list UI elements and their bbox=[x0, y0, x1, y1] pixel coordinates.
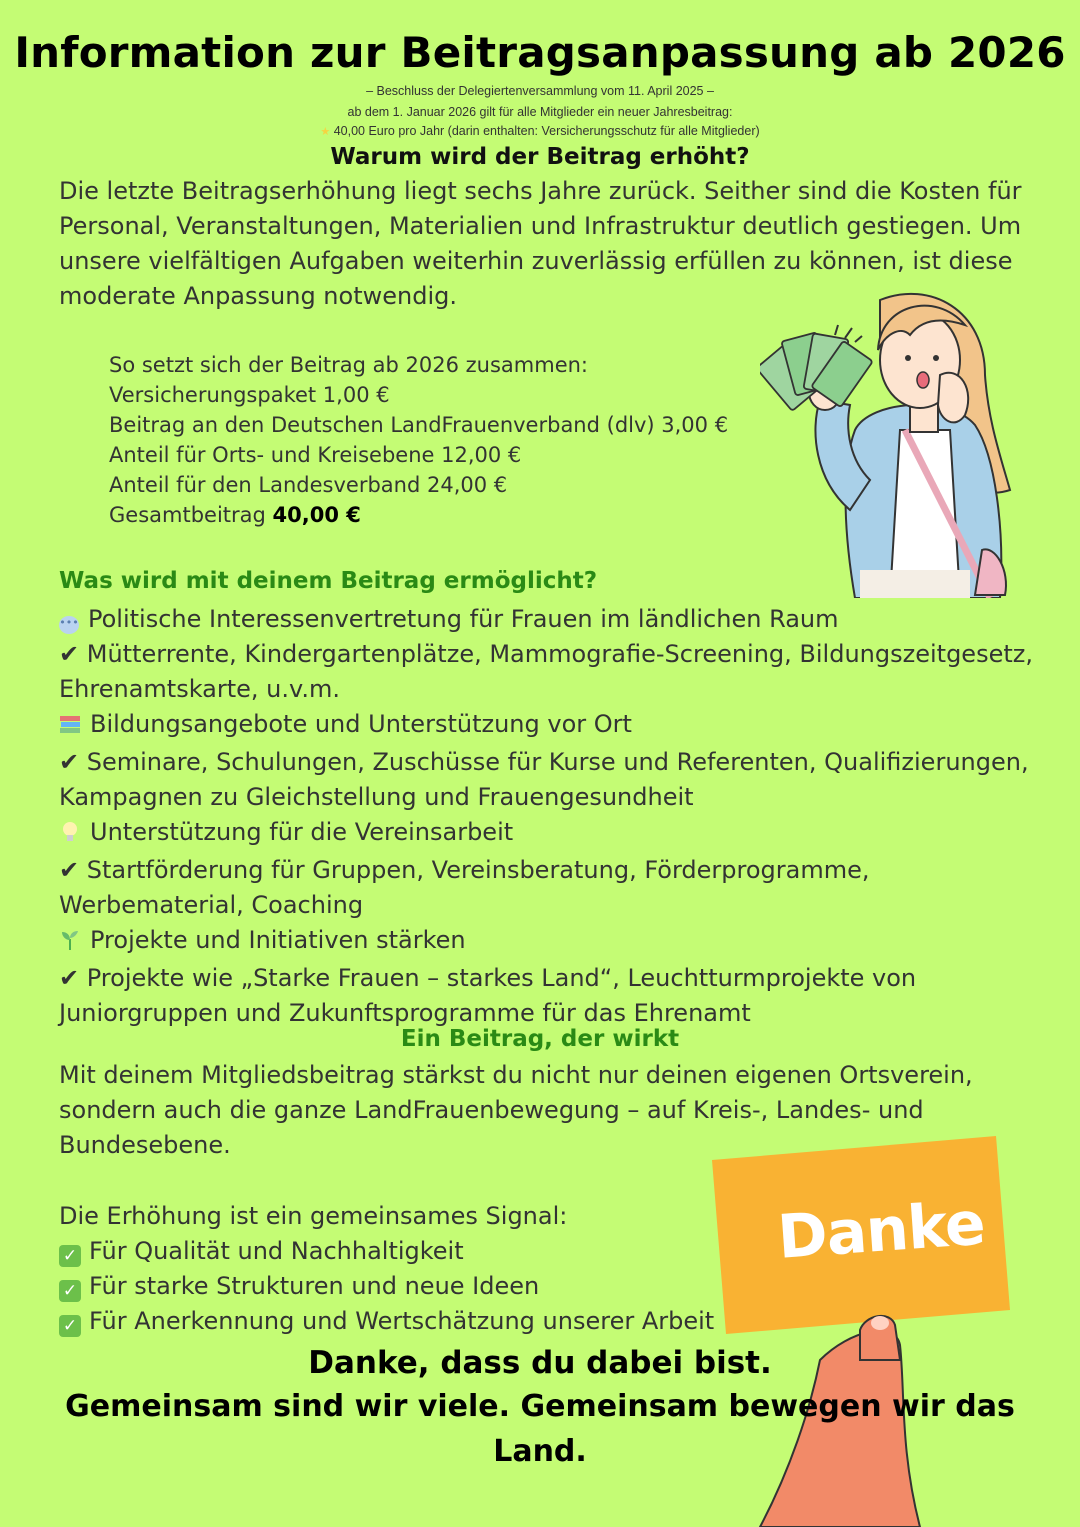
list-item: Juniorgruppen und Zukunftsprogramme für das Ehrenamt bbox=[59, 999, 751, 1027]
composition-item: Versicherungspaket 1,00 € bbox=[109, 383, 390, 407]
composition-item: Anteil für den Landesverband 24,00 € bbox=[109, 473, 508, 497]
list-item: Kampagnen zu Gleichstellung und Frauengesundheit bbox=[59, 783, 694, 811]
lightbulb-icon bbox=[59, 818, 81, 853]
subtitle-validity: ab dem 1. Januar 2026 gilt für alle Mitglieder ein neuer Jahresbeitrag: bbox=[347, 105, 733, 119]
list-item: Unterstützung für die Vereinsarbeit bbox=[59, 815, 1033, 853]
impact-line: Bundesebene. bbox=[59, 1131, 231, 1159]
subtitle-amount: ★ 40,00 Euro pro Jahr (darin enthalten: Versicherungsschutz für alle Mitglieder) bbox=[320, 124, 760, 138]
closing-together: Gemeinsam sind wir viele. Gemeinsam bewegen wir das bbox=[65, 1389, 1015, 1424]
list-item: ••• Politische Interessenvertretung für Frauen im ländlichen Raum bbox=[59, 605, 839, 633]
composition-total: Gesamtbeitrag 40,00 € bbox=[109, 503, 361, 527]
list-item: ✔ Startförderung für Gruppen, Vereinsberatung, Förderprogramme, bbox=[59, 856, 870, 884]
check-mark-icon: ✓ bbox=[59, 1245, 81, 1267]
closing-thanks: Danke, dass du dabei bist. bbox=[308, 1345, 772, 1381]
composition-item: Beitrag an den Deutschen LandFrauenverband (dlv) 3,00 € bbox=[109, 413, 729, 437]
list-item: Ehrenamtskarte, u.v.m. bbox=[59, 675, 340, 703]
check-mark-icon: ✓ bbox=[59, 1315, 81, 1337]
list-item: Projekte und Initiativen stärken bbox=[59, 923, 1033, 961]
composition-list bbox=[109, 350, 728, 530]
enabled-heading: Was wird mit deinem Beitrag ermöglicht? bbox=[59, 568, 598, 594]
list-item: Werbematerial, Coaching bbox=[59, 891, 364, 919]
list-item: Bildungsangebote und Unterstützung vor Ort bbox=[59, 707, 1033, 745]
signal-item: ✓ Für starke Strukturen und neue Ideen bbox=[59, 1269, 714, 1304]
signal-intro: Die Erhöhung ist ein gemeinsames Signal: bbox=[59, 1202, 568, 1230]
impact-heading: Ein Beitrag, der wirkt bbox=[400, 1026, 680, 1052]
why-line: unsere vielfältigen Aufgaben weiterhin zuverlässig erfüllen zu können, ist diese bbox=[59, 247, 1013, 275]
impact-line: Mit deinem Mitgliedsbeitrag stärkst du nicht nur deinen eigenen Ortsverein, bbox=[59, 1061, 973, 1089]
seedling-icon bbox=[59, 926, 81, 961]
total-value: 40,00 € bbox=[272, 503, 361, 527]
signal-list bbox=[59, 1199, 714, 1339]
page-title: Information zur Beitragsanpassung ab 2026 bbox=[14, 28, 1066, 77]
why-line: Personal, Veranstaltungen, Materialien und Infrastruktur deutlich gestiegen. Um bbox=[59, 212, 1022, 240]
woman-with-money-illustration bbox=[760, 280, 1020, 598]
enabled-list bbox=[59, 602, 1033, 1031]
books-icon bbox=[59, 710, 81, 745]
list-item: ✔ Mütterrente, Kindergartenplätze, Mammografie-Screening, Bildungszeitgesetz, bbox=[59, 640, 1033, 668]
why-heading: Warum wird der Beitrag erhöht? bbox=[330, 144, 750, 170]
signal-item: ✓ Für Anerkennung und Wertschätzung unserer Arbeit bbox=[59, 1304, 714, 1339]
signal-item: ✓ Für Qualität und Nachhaltigkeit bbox=[59, 1234, 714, 1269]
list-item: ✔ Seminare, Schulungen, Zuschüsse für Kurse und Referenten, Qualifizierungen, bbox=[59, 748, 1029, 776]
composition-item: Anteil für Orts- und Kreisebene 12,00 € bbox=[109, 443, 522, 467]
impact-line: sondern auch die ganze LandFrauenbewegung – auf Kreis-, Landes- und bbox=[59, 1096, 924, 1124]
composition-intro: So setzt sich der Beitrag ab 2026 zusammen: bbox=[109, 353, 589, 377]
speech-bubble-icon: ••• bbox=[59, 616, 79, 634]
star-icon: ★ bbox=[320, 126, 331, 138]
why-line: moderate Anpassung notwendig. bbox=[59, 282, 457, 310]
subtitle-resolution: – Beschluss der Delegiertenversammlung vom 11. April 2025 – bbox=[366, 84, 714, 98]
closing-land: Land. bbox=[493, 1434, 587, 1469]
check-mark-icon: ✓ bbox=[59, 1280, 81, 1302]
list-item: ✔ Projekte wie „Starke Frauen – starkes Land“, Leuchtturmprojekte von bbox=[59, 964, 917, 992]
why-line: Die letzte Beitragserhöhung liegt sechs Jahre zurück. Seither sind die Kosten für bbox=[59, 177, 1022, 205]
danke-sign-text: Danke bbox=[775, 1188, 987, 1273]
